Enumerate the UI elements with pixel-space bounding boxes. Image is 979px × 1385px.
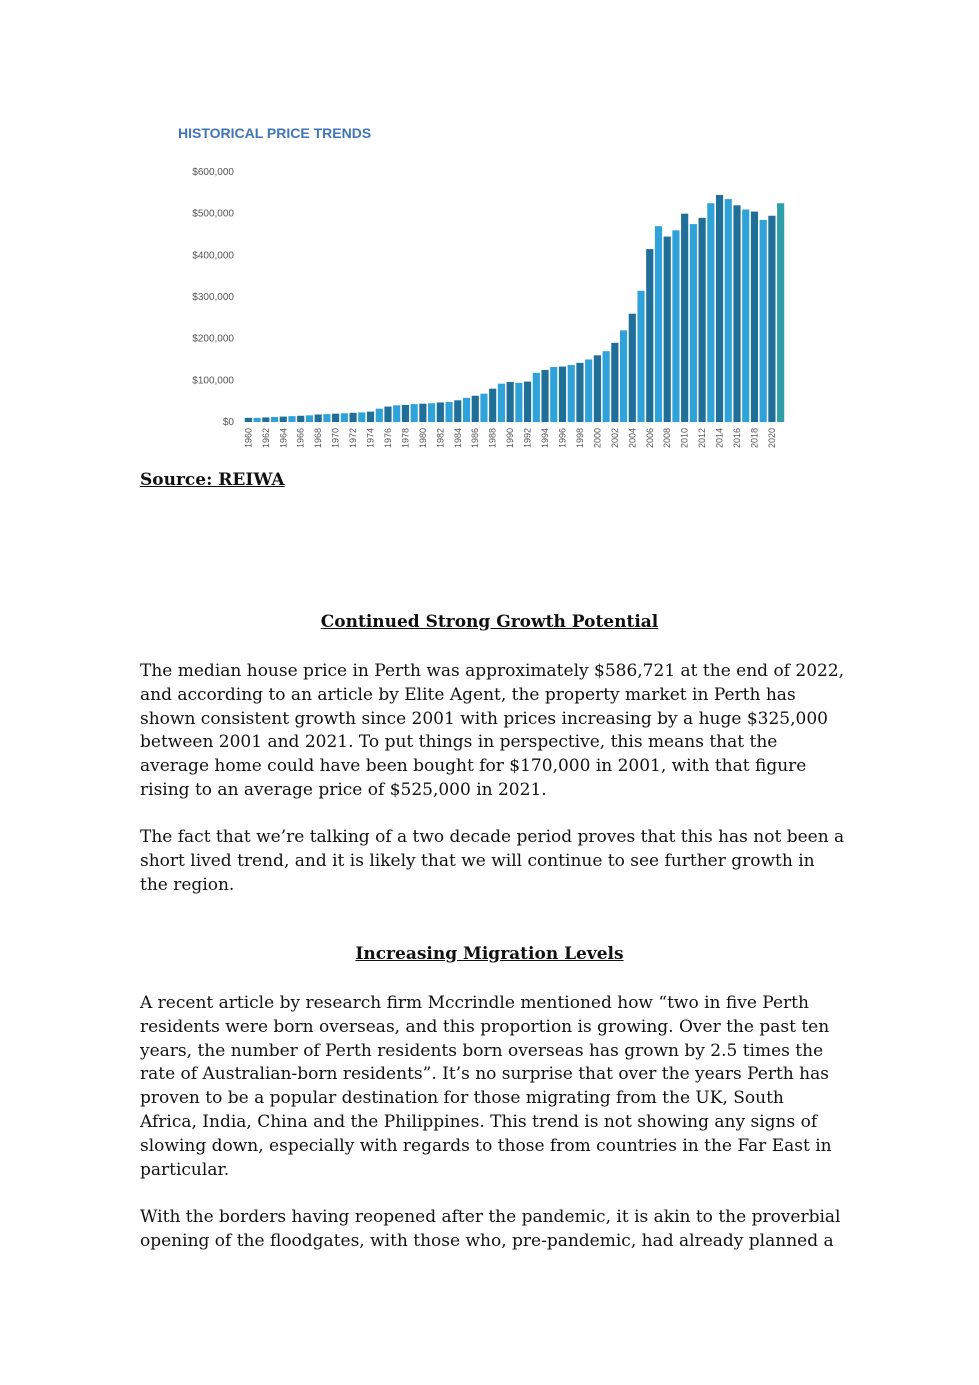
bar-2021 <box>777 203 784 422</box>
x-tick-label: 1988 <box>487 428 498 449</box>
bar-2010 <box>681 214 688 422</box>
chart-title: HISTORICAL PRICE TRENDS <box>178 125 372 141</box>
bar-1977 <box>393 405 400 422</box>
bar-1987 <box>480 394 487 422</box>
bar-1988 <box>489 389 496 422</box>
bar-1982 <box>437 402 444 422</box>
bar-1976 <box>384 407 391 422</box>
x-tick-label: 2000 <box>592 428 603 449</box>
x-tick-label: 1984 <box>452 428 463 449</box>
x-tick-label: 1980 <box>417 428 428 449</box>
bar-1961 <box>254 418 261 422</box>
bar-2000 <box>594 355 601 422</box>
bar-1969 <box>323 414 330 422</box>
bar-1983 <box>445 402 452 422</box>
chart-source: Source: REIWA <box>140 470 285 490</box>
bars-group <box>245 195 784 422</box>
x-tick-label: 2012 <box>697 428 708 449</box>
y-tick-label: $200,000 <box>192 333 234 345</box>
x-tick-label: 2008 <box>662 428 673 449</box>
x-tick-label: 1996 <box>557 428 568 449</box>
chart-svg <box>168 118 798 463</box>
bar-2002 <box>611 343 618 422</box>
x-tick-label: 2004 <box>627 428 638 449</box>
bar-1986 <box>472 396 479 422</box>
bar-2011 <box>690 224 697 422</box>
x-tick-label: 1962 <box>260 428 271 449</box>
bar-1965 <box>288 416 295 422</box>
bar-1962 <box>262 417 269 422</box>
section-heading-growth: Continued Strong Growth Potential <box>320 612 659 632</box>
y-tick-label: $100,000 <box>192 375 234 387</box>
bar-1967 <box>306 415 313 422</box>
growth-paragraph-1: The median house price in Perth was approximately $586,721 at the end of 2022, and according to an article by Elite Agent, the property market in Perth has shown consistent growth since 2001 with prices increasing by a huge $325,000 between 2001 and 2021. To put things in perspective, this means that the average home could have been bought for $170,000 in 2001, with that figure rising to an average price of $525,000 in 2021. <box>140 661 845 800</box>
x-tick-label: 2010 <box>679 428 690 449</box>
bar-1968 <box>315 415 322 423</box>
x-tick-label: 1960 <box>243 428 254 449</box>
y-tick-label: $0 <box>222 417 234 428</box>
x-tick-label: 1992 <box>522 428 533 449</box>
section-heading-migration: Increasing Migration Levels <box>355 944 624 964</box>
x-tick-label: 1998 <box>574 428 585 449</box>
bar-1980 <box>419 404 426 422</box>
bar-1978 <box>402 405 409 422</box>
x-tick-label: 1966 <box>295 428 306 449</box>
x-tick-label: 1976 <box>382 428 393 449</box>
bar-1975 <box>376 409 383 422</box>
price-trend-chart <box>168 118 798 463</box>
x-tick-label: 1978 <box>400 428 411 449</box>
bar-1990 <box>507 382 514 422</box>
bar-1963 <box>271 417 278 422</box>
bar-1999 <box>585 360 592 423</box>
bar-2015 <box>725 199 732 422</box>
bar-2012 <box>699 218 706 422</box>
x-tick-label: 1968 <box>313 428 324 449</box>
x-tick-label: 2002 <box>609 428 620 449</box>
bar-1981 <box>428 403 435 422</box>
x-tick-label: 2016 <box>732 428 743 449</box>
bar-1979 <box>411 404 418 422</box>
bar-1998 <box>576 363 583 422</box>
bar-2004 <box>629 314 636 422</box>
bar-1960 <box>245 418 252 422</box>
bar-1972 <box>350 413 357 422</box>
x-tick-label: 1982 <box>435 428 446 449</box>
bar-1984 <box>454 400 461 422</box>
x-tick-label: 2020 <box>766 428 777 449</box>
x-tick-label: 2006 <box>644 428 655 449</box>
bar-1966 <box>297 416 304 422</box>
bar-2016 <box>733 205 740 422</box>
bar-1995 <box>550 367 557 422</box>
bar-2003 <box>620 330 627 422</box>
bar-2008 <box>664 237 671 422</box>
bar-2017 <box>742 210 749 423</box>
bar-2013 <box>707 203 714 422</box>
bar-1996 <box>559 367 566 422</box>
migration-paragraph-2: With the borders having reopened after the pandemic, it is akin to the proverbial opening of the floodgates, with those who, pre-pandemic, had already planned a <box>140 1207 841 1251</box>
y-axis <box>192 167 234 428</box>
bar-1970 <box>332 414 339 422</box>
x-tick-label: 2018 <box>749 428 760 449</box>
bar-2009 <box>672 230 679 422</box>
bar-1997 <box>568 365 575 422</box>
x-tick-label: 1964 <box>278 428 289 449</box>
bar-2018 <box>751 212 758 422</box>
y-tick-label: $400,000 <box>192 250 234 262</box>
bar-2006 <box>646 249 653 422</box>
x-tick-label: 1974 <box>365 428 376 449</box>
bar-1994 <box>541 370 548 422</box>
x-tick-label: 1994 <box>540 428 551 449</box>
bar-2014 <box>716 195 723 422</box>
bar-2007 <box>655 226 662 422</box>
y-tick-label: $300,000 <box>192 292 234 303</box>
bar-2005 <box>637 291 644 422</box>
bar-1964 <box>280 417 287 422</box>
y-tick-label: $600,000 <box>192 167 234 178</box>
bar-2020 <box>768 216 775 422</box>
bar-1989 <box>498 384 505 422</box>
x-tick-label: 1990 <box>505 428 516 449</box>
x-axis <box>243 428 777 448</box>
bar-1971 <box>341 413 348 422</box>
x-tick-label: 1970 <box>330 428 341 449</box>
bar-2001 <box>603 351 610 422</box>
bar-1973 <box>358 412 365 422</box>
bar-1974 <box>367 412 374 422</box>
growth-paragraph-2: The fact that we’re talking of a two decade period proves that this has not been a short lived trend, and it is likely that we will continue to see further growth in the region. <box>140 827 845 895</box>
x-tick-label: 1972 <box>348 428 359 449</box>
bar-2019 <box>760 220 767 422</box>
bar-1991 <box>515 383 522 422</box>
bar-1985 <box>463 398 470 422</box>
migration-paragraph-1: A recent article by research firm Mccrindle mentioned how “two in five Perth residents were born overseas, and this proportion is growing. Over the past ten years, the number of Perth residents born overseas has grown by 2.5 times the rate of Australian-born residents”. It’s no surprise that over the years Perth has proven to be a popular destination for those migrating from the UK, South Africa, India, China and the Philippines. This trend is not showing any signs of slowing down, especially with regards to those from countries in the Far East in particular. <box>140 993 832 1180</box>
bar-1992 <box>524 382 531 422</box>
y-tick-label: $500,000 <box>192 208 234 220</box>
x-tick-label: 1986 <box>470 428 481 449</box>
bar-1993 <box>533 373 540 422</box>
x-tick-label: 2014 <box>714 428 725 449</box>
